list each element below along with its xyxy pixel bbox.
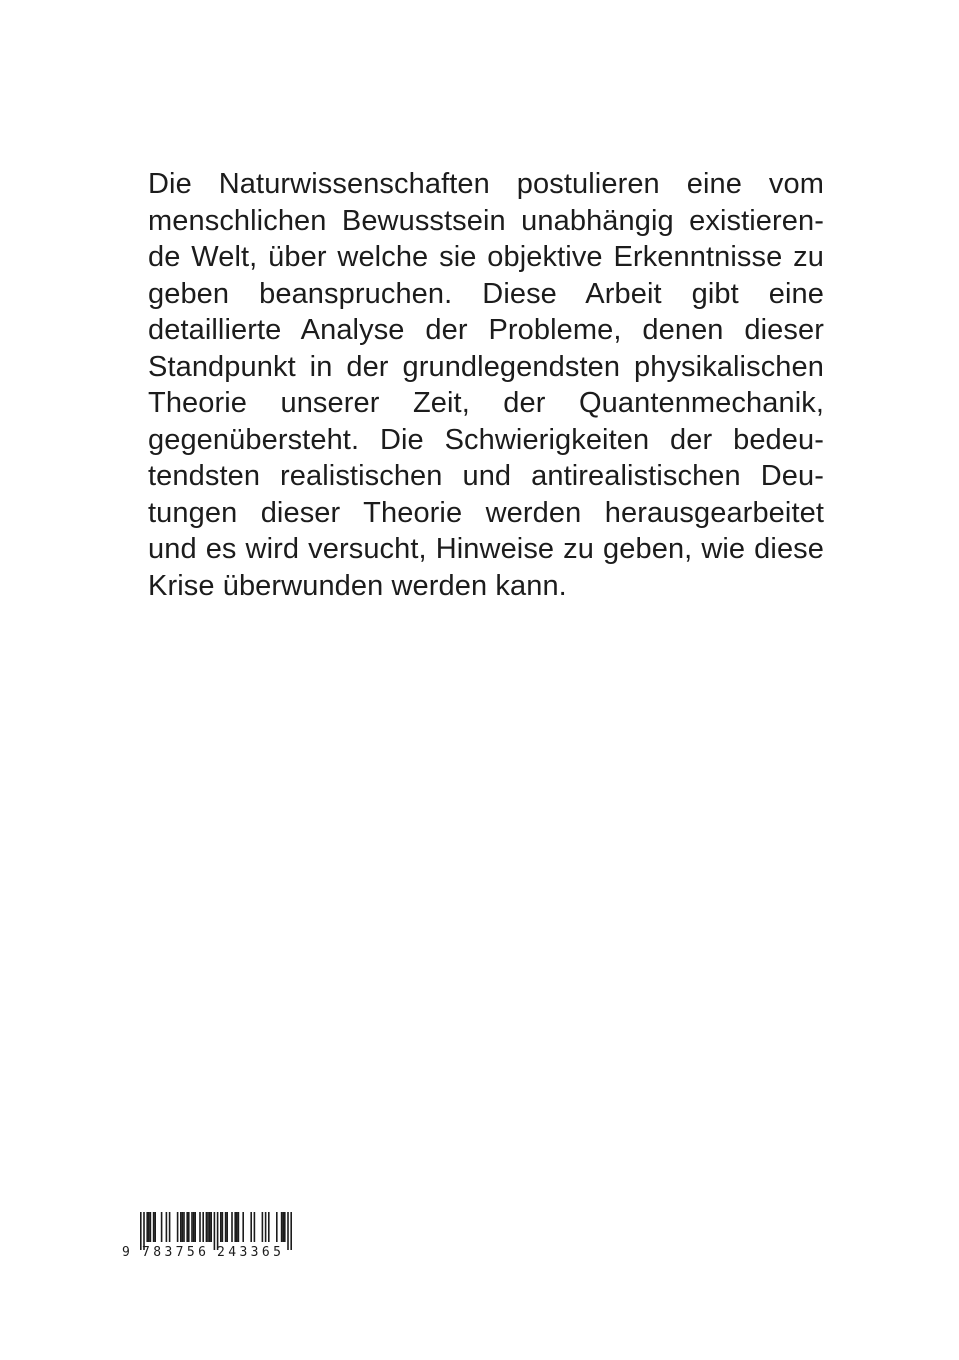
blurb-line: Theorie unserer Zeit, der Quantenmechanik,: [148, 387, 824, 419]
barcode-bar: [199, 1212, 201, 1242]
barcode-bar: [276, 1212, 278, 1242]
isbn-prefix-digit: 9: [122, 1245, 130, 1260]
barcode-bar: [148, 1212, 150, 1242]
barcode-bar: [254, 1212, 256, 1242]
barcode-bar: [250, 1212, 252, 1242]
barcode-bar: [193, 1212, 195, 1242]
blurb-line: Die Naturwissenschaften postulieren eine vom: [148, 168, 824, 200]
barcode-bar: [210, 1212, 212, 1242]
barcode-bar: [161, 1212, 163, 1242]
isbn-right-group: 243365: [217, 1245, 285, 1260]
barcode-bar: [282, 1212, 284, 1242]
barcode-bar: [166, 1212, 168, 1242]
blurb-line: tendsten realistischen und antirealistischen Deu-: [148, 460, 824, 492]
barcode-bar: [225, 1212, 227, 1242]
barcode-bar: [265, 1212, 267, 1242]
isbn-left-group: 783756: [142, 1245, 210, 1260]
barcode-bar: [207, 1212, 209, 1242]
barcode-bar: [150, 1212, 152, 1242]
blurb-line: detaillierte Analyse der Probleme, denen dieser: [148, 314, 824, 346]
blurb-line: Standpunkt in der grundlegendsten physikalischen: [148, 350, 824, 383]
barcode-bar: [226, 1212, 228, 1242]
barcode-bar: [234, 1212, 236, 1242]
barcode-bar: [177, 1212, 179, 1242]
barcode-bar: [202, 1212, 204, 1242]
barcode-bar: [231, 1212, 233, 1242]
blurb-line: de Welt, über welche sie objektive Erkenntnisse zu: [148, 241, 824, 273]
barcode-bar: [206, 1212, 208, 1242]
barcode-bar: [238, 1212, 240, 1242]
blurb-line: gegenübersteht. Die Schwierigkeiten der bedeu-: [148, 423, 824, 456]
blurb-line: menschlichen Bewusstsein unabhängig existieren-: [148, 204, 824, 237]
barcode-bar: [209, 1212, 211, 1242]
barcode-bar: [153, 1212, 155, 1242]
barcode-bar: [281, 1212, 283, 1242]
barcode-bar: [191, 1212, 193, 1242]
barcode-bar: [154, 1212, 156, 1242]
blurb-line: und es wird versucht, Hinweise zu geben, wie diese: [148, 533, 824, 565]
barcode-bar: [220, 1212, 222, 1242]
barcode-bar: [284, 1212, 286, 1242]
back-cover-blurb: [148, 166, 824, 604]
barcode-bar: [222, 1212, 224, 1242]
barcode-bar: [146, 1212, 148, 1242]
barcode-bar: [186, 1212, 188, 1242]
barcode-bar: [242, 1212, 244, 1242]
blurb-line: tungen dieser Theorie werden herausgearbeitet: [148, 496, 824, 529]
barcode-bar: [262, 1212, 264, 1242]
barcode-bar: [194, 1212, 196, 1242]
barcode-bar: [268, 1212, 270, 1242]
barcode-bar: [236, 1212, 238, 1242]
barcode-bar: [188, 1212, 190, 1242]
blurb-line: geben beanspruchen. Diese Arbeit gibt eine: [148, 277, 824, 310]
barcode-bar: [180, 1212, 182, 1242]
isbn-digits: [122, 1244, 292, 1262]
barcode-bar: [169, 1212, 171, 1242]
barcode-bar: [183, 1212, 185, 1242]
barcode-bar: [182, 1212, 184, 1242]
blurb-line: Krise überwunden werden kann.: [148, 569, 567, 602]
